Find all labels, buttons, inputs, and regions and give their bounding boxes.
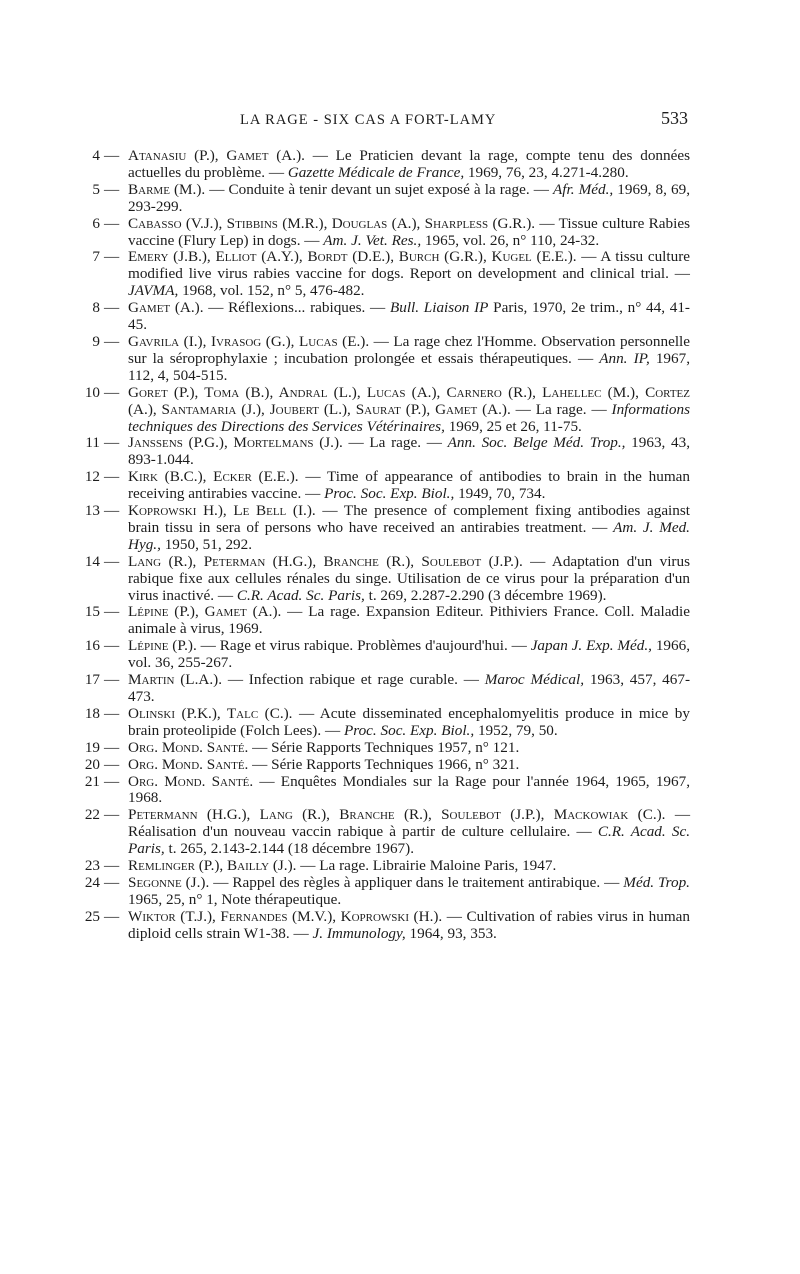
- reference-dash: —: [104, 214, 120, 232]
- reference-dash: —: [104, 502, 120, 520]
- reference-journal: Am. J. Vet. Res.,: [323, 231, 422, 249]
- reference-journal: Informations techniques des Directions des Services Vétérinaires,: [128, 400, 690, 435]
- reference-dash: —: [104, 147, 120, 164]
- reference-details: t. 269, 2.287-2.290 (3 décembre 1969).: [364, 586, 607, 604]
- reference-text: — Réalisation d'un nouveau vaccin rabique à partir de culture cellulaire. —: [128, 806, 690, 841]
- reference-authors: Goret (P.), Toma (B.), Andral (L.), Lucas (A.), Carnero (R.), Lahellec (M.), Cortez (A.), Santamaria (J.), Joubert (L.), Saurat (P.), Gamet (A.).: [128, 383, 690, 418]
- reference-list: [0, 148, 800, 943]
- reference-number: 16: [84, 637, 100, 655]
- reference-text: — La rage. Librairie Maloine Paris, 1947.: [296, 857, 557, 875]
- reference-entry: [0, 385, 690, 436]
- reference-number: 20: [84, 755, 100, 773]
- reference-dash: —: [104, 299, 120, 317]
- reference-dash: —: [104, 603, 120, 621]
- reference-dash: —: [104, 873, 120, 891]
- reference-journal: Méd. Trop.: [623, 873, 690, 891]
- reference-details: 1950, 51, 292.: [160, 535, 253, 553]
- reference-entry: [0, 740, 690, 757]
- reference-number: 22: [84, 806, 100, 824]
- reference-journal: Japan J. Exp. Méd.,: [530, 637, 652, 655]
- reference-entry: [0, 909, 690, 943]
- reference-journal: C.R. Acad. Sc. Paris,: [128, 823, 690, 858]
- reference-number: 10: [84, 383, 100, 401]
- reference-number: 19: [84, 738, 100, 756]
- reference-dash: —: [104, 755, 120, 773]
- reference-text: — Série Rapports Techniques 1957, n° 121.: [248, 738, 520, 756]
- reference-authors: Lang (R.), Peterman (H.G.), Branche (R.), Soulebot (J.P.).: [128, 552, 523, 570]
- reference-dash: —: [104, 772, 120, 790]
- reference-text: — Cultivation of rabies virus in human diploid cells strain W1-38. —: [128, 907, 690, 942]
- reference-details: Paris, 1970, 2e trim., n° 44, 41-45.: [128, 299, 690, 334]
- reference-journal: Gazette Médicale de France,: [287, 163, 465, 181]
- reference-authors: Petermann (H.G.), Lang (R.), Branche (R.), Soulebot (J.P.), Mackowiak (C.).: [128, 806, 666, 824]
- reference-authors: Olinski (P.K.), Talc (C.).: [128, 704, 293, 722]
- reference-authors: Martin (L.A.).: [128, 671, 223, 689]
- reference-journal: J. Immunology,: [312, 924, 406, 942]
- reference-details: 1966, vol. 36, 255-267.: [128, 637, 690, 672]
- reference-authors: Barme (M.).: [128, 180, 206, 198]
- reference-dash: —: [104, 637, 120, 655]
- reference-authors: Org. Mond. Santé.: [128, 738, 249, 756]
- reference-number: 7: [92, 248, 100, 266]
- reference-number: 18: [84, 704, 100, 722]
- reference-text: — La rage. Expansion Editeur. Pithiviers France. Coll. Maladie animale à virus, 1969.: [128, 603, 690, 638]
- reference-authors: Lépine (P.), Gamet (A.).: [128, 603, 282, 621]
- reference-number: 24: [84, 873, 100, 891]
- reference-number: 13: [84, 502, 100, 520]
- reference-entry: [0, 807, 690, 858]
- reference-journal: Bull. Liaison IP: [389, 299, 489, 317]
- reference-number: 9: [92, 332, 100, 350]
- reference-text: — Tissue culture Rabies vaccine (Flury Lep) in dogs. —: [128, 214, 690, 249]
- reference-text: — La rage chez l'Homme. Observation personnelle sur la séroprophylaxie ; incubation prolongée et essais thérapeutiques. —: [128, 332, 690, 367]
- reference-journal: Proc. Soc. Exp. Biol.,: [343, 721, 475, 739]
- reference-dash: —: [104, 332, 120, 350]
- reference-text: — Réflexions... rabiques. —: [203, 299, 390, 317]
- reference-entry: [0, 182, 690, 216]
- reference-authors: Remlinger (P.), Bailly (J.).: [128, 857, 297, 875]
- reference-number: 25: [84, 907, 100, 925]
- reference-text: — Rappel des règles à appliquer dans le traitement antirabique. —: [209, 873, 624, 891]
- reference-text: — Série Rapports Techniques 1966, n° 321.: [248, 755, 520, 773]
- reference-authors: Janssens (P.G.), Mortelmans (J.).: [128, 434, 343, 452]
- running-title: LA RAGE - SIX CAS A FORT-LAMY: [240, 112, 497, 128]
- reference-entry: [0, 604, 690, 638]
- reference-entry: [0, 249, 690, 300]
- reference-details: 1965, 25, n° 1, Note thérapeutique.: [128, 890, 342, 908]
- reference-number: 8: [92, 299, 100, 317]
- reference-dash: —: [104, 907, 120, 925]
- reference-dash: —: [104, 468, 120, 486]
- reference-details: 1964, 93, 353.: [405, 924, 497, 942]
- reference-number: 21: [84, 772, 100, 790]
- reference-dash: —: [104, 180, 120, 198]
- reference-details: 1969, 76, 23, 4.271-4.280.: [464, 163, 629, 181]
- reference-text: — Rage et virus rabique. Problèmes d'aujourd'hui. —: [196, 637, 531, 655]
- reference-authors: Segonne (J.).: [128, 873, 210, 891]
- reference-text: — La rage. —: [342, 434, 448, 452]
- reference-details: 1965, vol. 26, n° 110, 24-32.: [421, 231, 600, 249]
- reference-entry: [0, 554, 690, 605]
- reference-journal: C.R. Acad. Sc. Paris,: [236, 586, 365, 604]
- reference-details: t. 265, 2.143-2.144 (18 décembre 1967).: [164, 840, 414, 858]
- reference-details: 1968, vol. 152, n° 5, 476-482.: [178, 282, 365, 300]
- reference-journal: Proc. Soc. Exp. Biol.,: [324, 485, 455, 503]
- page-number: 533: [661, 108, 688, 128]
- reference-text: — La rage. —: [510, 400, 612, 418]
- reference-text: — Adaptation d'un virus rabique fixe aux cellules rénales du singe. Utilisation de ce virus pour la préparation d'un virus inactivé. —: [128, 552, 690, 604]
- reference-authors: Atanasiu (P.), Gamet (A.).: [128, 147, 305, 164]
- reference-text: — Conduite à tenir devant un sujet exposé à la rage. —: [205, 180, 554, 198]
- reference-authors: Gamet (A.).: [128, 299, 204, 317]
- reference-authors: Cabasso (V.J.), Stibbins (M.R.), Douglas (A.), Sharpless (G.R.).: [128, 214, 536, 232]
- reference-text: — Acute disseminated encephalomyelitis produce in mice by brain proteolipide (Folch Lees). —: [128, 704, 690, 739]
- reference-number: 14: [84, 552, 100, 570]
- reference-text: — Time of appearance of antibodies to brain in the human receiving antirabies vaccine. —: [128, 468, 690, 503]
- reference-journal: Maroc Médical,: [484, 671, 585, 689]
- reference-number: 23: [84, 857, 100, 875]
- reference-entry: [0, 300, 690, 334]
- reference-entry: [0, 706, 690, 740]
- reference-entry: [0, 757, 690, 774]
- reference-text: — Enquêtes Mondiales sur la Rage pour l'année 1964, 1965, 1967, 1968.: [128, 772, 690, 807]
- reference-authors: Org. Mond. Santé.: [128, 772, 254, 790]
- reference-details: 1952, 79, 50.: [474, 721, 558, 739]
- reference-dash: —: [104, 552, 120, 570]
- reference-number: 17: [84, 671, 100, 689]
- reference-entry: [0, 334, 690, 385]
- reference-dash: —: [104, 738, 120, 756]
- reference-dash: —: [104, 434, 120, 452]
- reference-number: 6: [92, 214, 100, 232]
- reference-text: — Le Praticien devant la rage, compte tenu des données actuelles du problème. —: [128, 147, 690, 181]
- reference-dash: —: [104, 704, 120, 722]
- reference-number: 11: [85, 434, 100, 452]
- reference-dash: —: [104, 806, 120, 824]
- reference-entry: [0, 672, 690, 706]
- reference-authors: Gavrila (I.), Ivrasog (G.), Lucas (E.).: [128, 332, 370, 350]
- reference-entry: [0, 774, 690, 808]
- reference-authors: Koprowski H.), Le Bell (I.).: [128, 502, 316, 520]
- reference-dash: —: [104, 383, 120, 401]
- reference-authors: Emery (J.B.), Elliot (A.Y.), Bordt (D.E.), Burch (G.R.), Kugel (E.E.).: [128, 248, 577, 266]
- reference-entry: [0, 469, 690, 503]
- reference-entry: [0, 435, 690, 469]
- reference-details: 1963, 43, 893-1.044.: [128, 434, 691, 469]
- reference-entry: [0, 638, 690, 672]
- reference-number: 12: [84, 468, 100, 486]
- reference-entry: [0, 148, 690, 182]
- reference-journal: JAVMA,: [128, 282, 179, 300]
- reference-journal: Afr. Méd.,: [553, 180, 614, 198]
- reference-details: 1967, 112, 4, 504-515.: [128, 349, 691, 384]
- reference-dash: —: [104, 671, 120, 689]
- reference-entry: [0, 216, 690, 250]
- reference-dash: —: [104, 857, 120, 875]
- reference-authors: Wiktor (T.J.), Fernandes (M.V.), Koprowski (H.).: [128, 907, 443, 925]
- reference-entry: [0, 875, 690, 909]
- reference-number: 4: [92, 147, 100, 164]
- reference-number: 15: [84, 603, 100, 621]
- reference-text: — A tissu culture modified live virus rabies vaccine for dogs. Report on development and clinical trial. —: [128, 248, 690, 283]
- reference-dash: —: [104, 248, 120, 266]
- reference-number: 5: [92, 180, 100, 198]
- reference-authors: Kirk (B.C.), Ecker (E.E.).: [128, 468, 299, 486]
- reference-journal: Ann. Soc. Belge Méd. Trop.,: [447, 434, 626, 452]
- reference-entry: [0, 858, 690, 875]
- reference-details: 1969, 25 et 26, 11-75.: [444, 417, 582, 435]
- reference-text: — The presence of complement fixing antibodies against brain tissu in sera of persons who have received an antirabies treatment. —: [128, 502, 690, 536]
- reference-details: 1949, 70, 734.: [454, 485, 546, 503]
- reference-authors: Org. Mond. Santé.: [128, 755, 249, 773]
- reference-text: — Infection rabique et rage curable. —: [222, 671, 485, 689]
- reference-details: 1969, 8, 69, 293-299.: [128, 180, 691, 215]
- reference-details: 1963, 457, 467-473.: [128, 671, 691, 705]
- reference-journal: Ann. IP,: [599, 349, 650, 367]
- reference-authors: Lépine (P.).: [128, 637, 197, 655]
- reference-journal: Am. J. Med. Hyg.,: [128, 518, 690, 553]
- reference-entry: [0, 503, 690, 554]
